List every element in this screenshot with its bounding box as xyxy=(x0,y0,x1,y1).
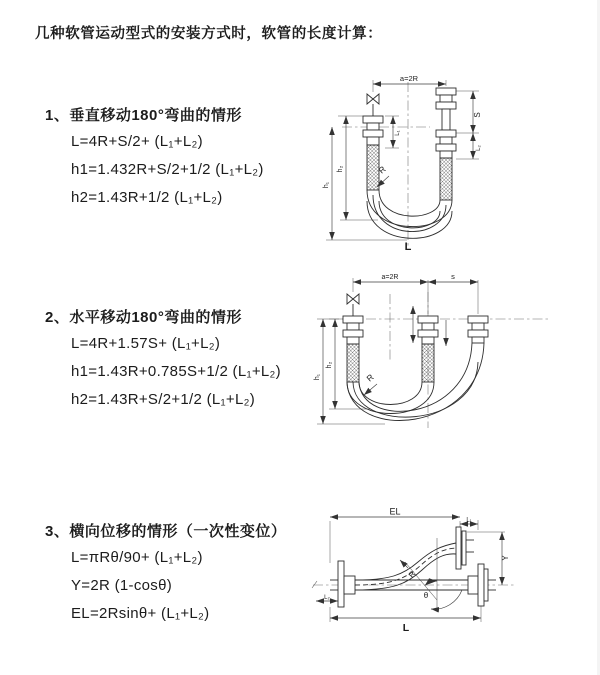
valve-icon xyxy=(347,294,359,304)
diagram-lateral-displacement xyxy=(310,506,522,638)
section-2-formula-h2: h2=1.43R+S/2+1/2 (L₁+L₂) xyxy=(71,391,256,408)
section-3-heading: 3、横向位移的情形（一次性变位） xyxy=(45,523,287,540)
section-2-formula-L: L=4R+1.57S+ (L₁+L₂) xyxy=(71,335,221,352)
diagram-vertical-180-bend xyxy=(320,70,586,252)
section-1-formula-L: L=4R+S/2+ (L₁+L₂) xyxy=(71,133,203,150)
label-length: L xyxy=(404,241,412,252)
radius-slant-line xyxy=(405,562,437,600)
section-1 xyxy=(45,104,264,212)
label-radius: R xyxy=(376,163,388,176)
dim-label-width: a=2R xyxy=(381,274,399,281)
section-2-heading: 2、水平移动180°弯曲的情形 xyxy=(45,309,242,326)
break-tick xyxy=(312,581,317,588)
hose-assembly xyxy=(363,88,456,238)
dim-label-h1: h₁ xyxy=(323,181,330,189)
hose-assembly xyxy=(343,294,488,421)
dim-label-fit-left: L₂ xyxy=(324,595,330,601)
dim-label-y: Y xyxy=(501,555,510,561)
page-title: 几种软管运动型式的安装方式时，软管的长度计算： xyxy=(35,26,383,42)
section-3 xyxy=(45,520,286,628)
section-1-formula-h2: h2=1.43R+1/2 (L₁+L₂) xyxy=(71,189,223,206)
section-1-heading: 1、垂直移动180°弯曲的情形 xyxy=(45,107,242,124)
dim-label-h2: h₂ xyxy=(337,165,344,173)
dim-label-fit-top: L₁ xyxy=(466,517,472,524)
dim-label-stroke: S xyxy=(473,112,482,118)
dim-label-fit-left: L₁ xyxy=(395,130,401,136)
section-2 xyxy=(45,306,281,414)
label-length: L xyxy=(402,622,410,634)
section-3-formula-EL: EL=2Rsinθ+ (L₁+L₂) xyxy=(71,605,210,622)
label-radius: R xyxy=(406,569,418,580)
dim-label-h2: h₂ xyxy=(326,361,333,369)
valve-icon xyxy=(367,94,379,104)
section-1-formula-h1: h1=1.432R+S/2+1/2 (L₁+L₂) xyxy=(71,161,264,178)
section-3-formula-L: L=πRθ/90+ (L₁+L₂) xyxy=(71,549,203,566)
hose-assembly xyxy=(330,527,496,607)
centerlines xyxy=(329,292,551,428)
dim-label-offset: s xyxy=(451,272,455,281)
dim-label-el: EL xyxy=(389,506,401,517)
label-angle: θ xyxy=(423,591,429,600)
label-radius: R xyxy=(364,371,376,384)
dim-label-h1: h₁ xyxy=(314,373,321,381)
dim-label-fit-right: L₂ xyxy=(476,145,482,151)
section-2-formula-h1: h1=1.43R+0.785S+1/2 (L₁+L₂) xyxy=(71,363,281,380)
diagram-horizontal-180-bend xyxy=(313,266,588,433)
dim-label-width: a=2R xyxy=(399,74,419,83)
section-3-formula-Y: Y=2R (1-cosθ) xyxy=(71,577,173,594)
